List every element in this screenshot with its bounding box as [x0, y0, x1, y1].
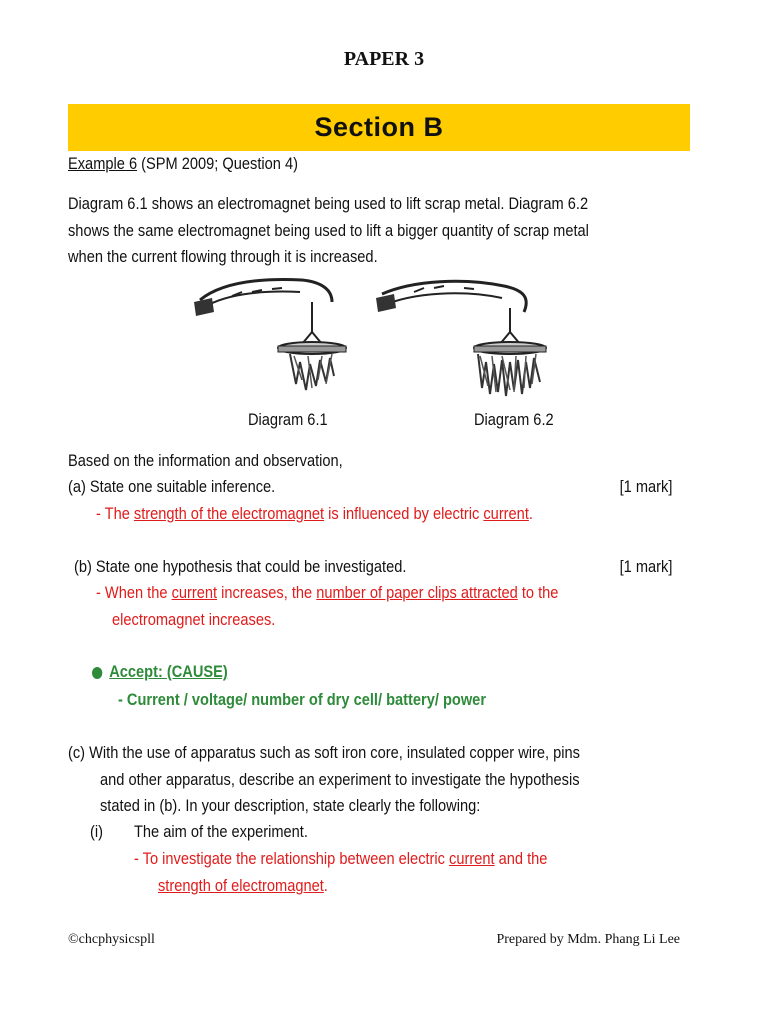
part-a-answer-prefix: - The: [96, 504, 134, 523]
part-b-answer-line-2: electromagnet increases.: [112, 610, 276, 629]
part-c-line-2: and other apparatus, describe an experiment to investigate the hypothesis: [100, 770, 580, 789]
part-b-question: (b) State one hypothesis that could be investigated.: [74, 557, 407, 576]
diagram-6-1-caption: Diagram 6.1: [248, 410, 328, 429]
intro-line-1: Diagram 6.1 shows an electromagnet being used to lift scrap metal. Diagram 6.2: [68, 194, 589, 213]
part-c-line-3: stated in (b). In your description, state clearly the following:: [100, 796, 481, 815]
based-on-text: Based on the information and observation,: [68, 451, 343, 470]
aim-strength: strength of electromagnet: [158, 876, 324, 895]
electromagnet-diagram-1: [192, 272, 370, 402]
part-a-marks: [1 mark]: [619, 477, 672, 496]
bullet-icon: [92, 667, 102, 679]
accept-title: Accept: (CAUSE): [109, 662, 228, 681]
part-b-answer-prefix: - When the: [96, 583, 172, 602]
electromagnet-diagram-2: [374, 272, 564, 402]
part-a-answer-strength: strength of the electromagnet: [133, 504, 325, 523]
footer-copyright: ©chcphysicspll: [68, 932, 155, 947]
part-c-aim-answer-line-2: [158, 875, 328, 897]
example-source: (SPM 2009; Question 4): [137, 154, 298, 173]
part-b-marks: [1 mark]: [619, 557, 672, 576]
part-a-question: (a) State one suitable inference.: [68, 477, 276, 496]
aim-prefix: - To investigate the relationship between electric: [134, 849, 450, 868]
section-banner: [68, 104, 690, 151]
example-label: Example 6: [68, 154, 138, 173]
accept-heading: [92, 661, 228, 683]
part-b-answer-current: current: [171, 583, 218, 602]
intro-line-3: when the current flowing through it is increased.: [68, 247, 378, 266]
paper-title: PAPER 3: [343, 48, 425, 70]
intro-line-2: shows the same electromagnet being used to lift a bigger quantity of scrap metal: [68, 221, 589, 240]
accept-items: - Current / voltage/ number of dry cell/ battery/ power: [118, 690, 487, 709]
part-c-sub-i-text: The aim of the experiment.: [134, 822, 308, 841]
footer-author: Prepared by Mdm. Phang Li Lee: [496, 932, 680, 947]
part-b-answer-end: to the: [517, 583, 559, 602]
part-c-sub-i-label: (i): [90, 822, 103, 841]
diagram-6-2-caption: Diagram 6.2: [474, 410, 554, 429]
example-heading: [68, 153, 298, 175]
part-a-answer: [96, 503, 533, 525]
part-a-answer-end: .: [528, 504, 533, 523]
part-a-answer-mid: is influenced by electric: [324, 504, 484, 523]
part-b-answer-mid: increases, the: [217, 583, 317, 602]
part-c-line-1: (c) With the use of apparatus such as soft iron core, insulated copper wire, pins: [68, 743, 580, 762]
part-b-answer-clips: number of paper clips attracted: [316, 583, 518, 602]
part-b-answer: [96, 582, 558, 604]
aim-current: current: [449, 849, 495, 868]
aim-mid: and the: [494, 849, 548, 868]
part-c-aim-answer: [134, 848, 547, 870]
aim-end: .: [323, 876, 328, 895]
section-title: Section B: [314, 112, 444, 142]
part-a-answer-current: current: [483, 504, 529, 523]
